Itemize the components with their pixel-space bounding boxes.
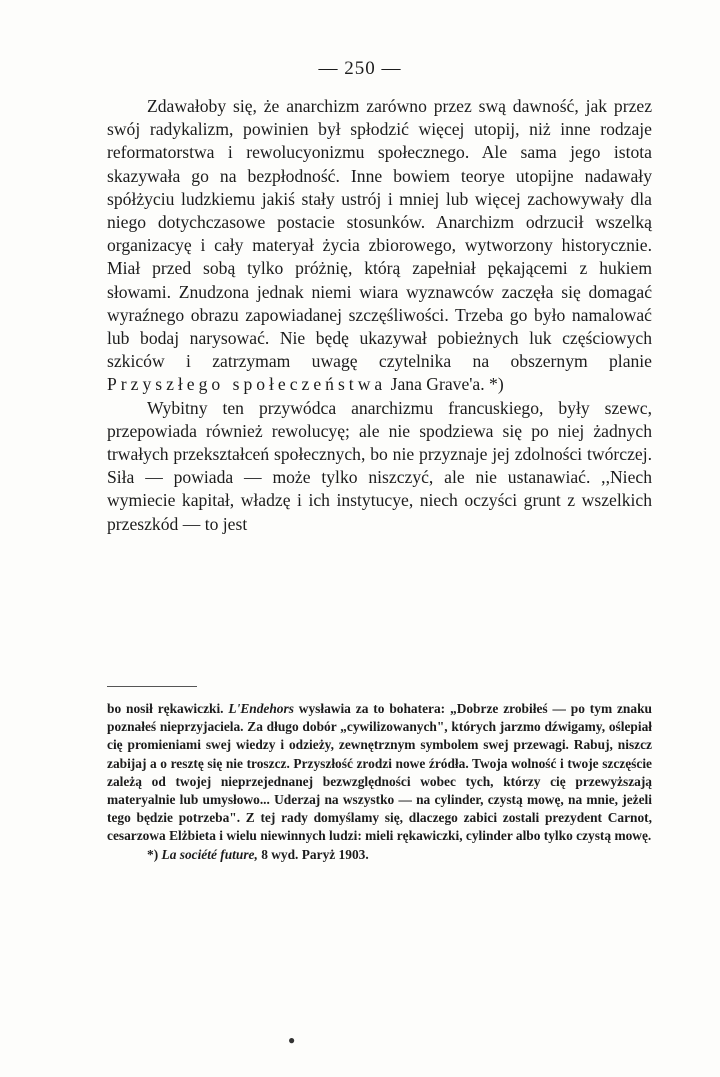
footnote-1-text-b: wysławia za to bohatera: „Dobrze zrobiłeś — po tym znaku poznałeś nieprzyjaciela. Za długo dobór „cywilizowanych", których jarzmo dźwigamy, oślepiał cię promieniami swej wiedzy i odzieży, zewnętrznym symbolem swej przewagi. Rabuj, niszcz zabijaj a o resztę się nie troszcz. Przyszłość zrodzi nowe źródła. Twoja wolność i twoje szczęście zależą od twojej nieprzejednanej bezwzględności wobec tych, którzy cię przewyższają materyalnie lub umysłowo... Uderzaj na wszystko — na cylinder, czystą mowę, na mnie, jeżeli tego będzie potrzeba". Z tej rady domyślamy się, dlaczego zabici zostali prezydent Carnot, cesarzowa Elżbieta i wielu niewinnych ludzi: mieli rękawiczki, cylinder albo tylko czystą mowę.: [107, 701, 652, 844]
paragraph-1-text-a: Zdawałoby się, że anarchizm zarówno przez swą dawność, jak przez swój radykalizm, powinien był spłodzić więcej utopij, niż inne rodzaje reformatorstwa i rewolucyonizmu społecznego. Ale sama jego istota skazywała go na bezpłodność. Inne bowiem teorye utopijne nadawały spółżyciu ludzkiemu jakiś stały ustrój i mniej lub więcej zachowywały dla niego dotychczasowe postacie stosunków. Anarchizm odrzucił wszelką organizacyę i cały materyał życia zbiorowego, wytworzony historycznie. Miał przed sobą tylko próżnię, którą zapełniał pękającemi z hukiem słowami. Znudzona jednak niemi wiara wyznawców zaczęła się domagać wyraźnego obrazu zapowiadanej szczęśliwości. Trzeba go było namalować lub bodaj narysować. Nie będę ukazywał pobieżnych luk częściowych szkiców i zatrzymam uwagę czytelnika na obszernym planie: [107, 96, 652, 372]
book-title-spaced: Przyszłego społeczeństwa: [107, 374, 387, 395]
main-text: [107, 95, 652, 536]
footnote-1: [107, 700, 652, 846]
footnote-2-book-title: La société future,: [161, 846, 258, 862]
footnote-1-journal-title: L'Endehors: [228, 701, 294, 716]
footnote-divider: [107, 686, 197, 687]
footnote-2-text: 8 wyd. Paryż 1903.: [261, 846, 369, 862]
paragraph-2: Wybitny ten przywódca anarchizmu francuskiego, były szewc, przepowiada również rewolucyę; ale nie spodziewa się po niej żadnych trwałych przekształceń społecznych, bo nie przyznaje jej zdolności twórczej. Siła — powiada — może tylko niszczyć, ale nie ustanawiać. ,,Niech wymiecie kapitał, władzę i ich instytucye, niech oczyści grunt z wszelkich przeszkód — to jest: [107, 397, 652, 534]
paragraph-1: [107, 95, 652, 397]
page-number: — 250 —: [318, 58, 402, 79]
footnotes: [107, 700, 652, 864]
printer-ornament-dot: ●: [288, 1033, 296, 1047]
footnote-2: [107, 846, 652, 864]
footnote-1-text-a: bo nosił rękawiczki.: [107, 701, 224, 716]
paragraph-1-text-b: Jana Grave'a. *): [390, 374, 504, 395]
footnote-2-marker: *): [147, 846, 159, 862]
